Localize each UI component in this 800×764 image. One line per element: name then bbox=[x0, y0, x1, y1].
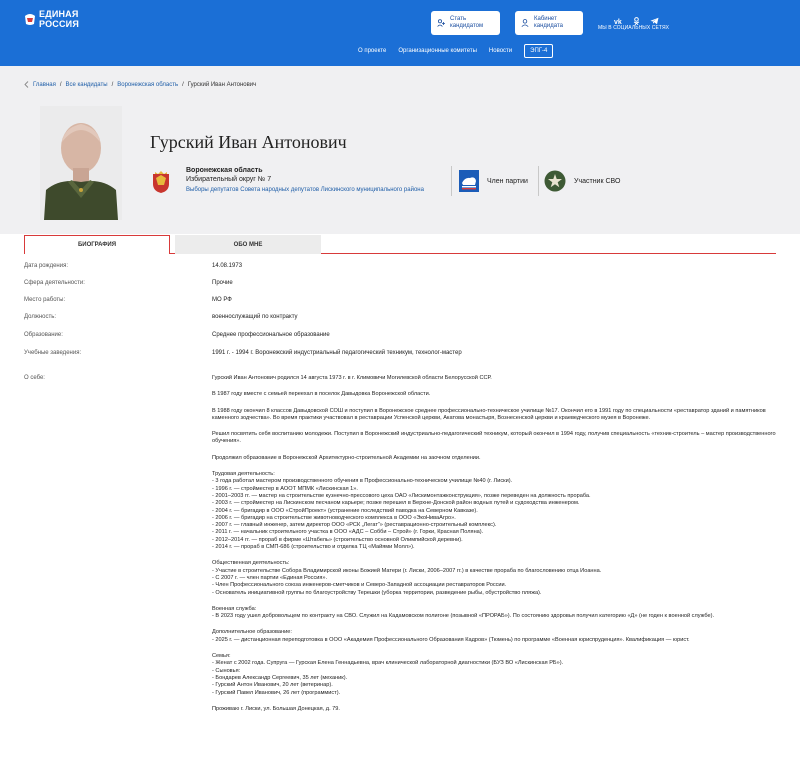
about-paragraph: В 1987 году вместе с семьей переехал в поселок Давыдовка Воронежской области. bbox=[212, 391, 431, 398]
education-section bbox=[212, 629, 778, 644]
become-candidate-label: Стать кандидатом bbox=[450, 16, 484, 29]
candidate-cabinet-label: Кабинет кандидата bbox=[534, 16, 563, 29]
list-item: - 3 года работал мастером производственного обучения в Профессионально-техническом училище №40 (г. Лиски). bbox=[212, 478, 513, 485]
bear-logo-icon bbox=[24, 12, 36, 26]
social-links bbox=[598, 12, 678, 31]
party-member-label: Член партии bbox=[487, 177, 528, 185]
region-info bbox=[186, 167, 424, 193]
about-paragraph: Гурский Иван Антонович родился 14 августа 1973 г. в г. Климовичи Могилевской области Белорусской ССР. bbox=[212, 375, 492, 381]
site-logo[interactable] bbox=[24, 10, 88, 32]
field-value-education: Среднее профессиональное образование bbox=[212, 332, 330, 338]
list-item: - Основатель инициативной группы по благоустройству Терешки (уборка территории, разведение рыбы, обустройство пляжа). bbox=[212, 589, 542, 596]
field-label-workplace: Место работы: bbox=[24, 297, 66, 303]
candidate-cabinet-button[interactable] bbox=[515, 11, 583, 35]
breadcrumb-current: Гурский Иван Антонович bbox=[187, 81, 257, 88]
divider bbox=[538, 166, 539, 196]
election-link[interactable]: Выборы депутатов Совета народных депутатов Лискинского муниципального района bbox=[186, 187, 424, 193]
svo-star-icon bbox=[544, 170, 566, 192]
party-bear-icon bbox=[459, 170, 479, 192]
field-label-institutions: Учебные заведения: bbox=[24, 350, 82, 356]
main-nav bbox=[358, 42, 553, 60]
field-label-birthdate: Дата рождения: bbox=[24, 263, 68, 269]
field-value-workplace: МО РФ bbox=[212, 297, 232, 303]
user-plus-icon bbox=[437, 19, 445, 27]
about-paragraph: Решил посвятить себя воспитанию молодежи. Поступил в Воронежский индустриально-педагогический техникум, который окончил в 1994 году, получив специальность «техник-строитель – мастер производственного обучения». bbox=[212, 431, 776, 445]
breadcrumb: Главная / Все кандидаты / Воронежская область / Гурский Иван Антонович bbox=[24, 81, 256, 88]
breadcrumb-region[interactable]: Воронежская область bbox=[117, 81, 179, 88]
district-number: Избирательный округ № 7 bbox=[186, 176, 272, 183]
tab-biography[interactable]: БИОГРАФИЯ bbox=[24, 235, 170, 254]
svo-participant-label: Участник СВО bbox=[574, 177, 621, 185]
section-title: Трудовая деятельность: bbox=[212, 471, 275, 478]
public-section bbox=[212, 560, 778, 596]
field-value-sphere: Прочие bbox=[212, 280, 233, 286]
breadcrumb-all-candidates[interactable]: Все кандидаты bbox=[65, 81, 108, 88]
vk-icon[interactable] bbox=[614, 12, 623, 25]
profile-tabs bbox=[24, 235, 776, 254]
field-label-position: Должность: bbox=[24, 314, 57, 320]
list-item: - 2025 г. — дистанционная переподготовка в ООО «Академия Профессионального Образования Кадров» (Тюмень) по программе «Военная юриспруденция». Квалификация — юрист. bbox=[212, 636, 690, 643]
candidate-photo bbox=[40, 106, 122, 220]
field-label-education: Образование: bbox=[24, 332, 63, 338]
list-item: - 2001–2003 гг. — мастер на строительстве кузнечно-прессового цеха ОАО «Лискимонтажконструкция», позже переведен на должность прораба. bbox=[212, 492, 591, 499]
telegram-icon[interactable] bbox=[650, 12, 659, 20]
logo-text: ЕДИНАЯ РОССИЯ bbox=[39, 9, 80, 29]
list-item: - Женат с 2002 года. Супруга — Гурская Елена Геннадьевна, врач клинической лабораторной диагностики (БУЗ ВО «Лискинская РБ»). bbox=[212, 660, 564, 667]
list-item: - Бондарев Александр Сергеевич, 35 лет (механик). bbox=[212, 674, 348, 681]
epg-button[interactable]: ЭПГ-4 bbox=[524, 44, 553, 58]
list-item: - В 2023 году ушел добровольцем по контракту на СВО. Служил на Кадамовском полигоне (позывной «ПРОРАБ»). По состоянию здоровья получил категорию «Д» (не годен к военной службе). bbox=[212, 613, 715, 620]
nav-news[interactable]: Новости bbox=[488, 48, 513, 54]
user-icon bbox=[521, 19, 529, 27]
region-name: Воронежская область bbox=[186, 167, 263, 174]
become-candidate-button[interactable] bbox=[431, 11, 500, 35]
breadcrumb-home[interactable]: Главная bbox=[33, 81, 56, 88]
list-item: - 2006 г. — бригадир на строительстве животноводческого комплекса в ООО «ЭкоНиваАгро». bbox=[212, 514, 456, 521]
about-paragraph: Продолжил образование в Воронежской Архитектурно-строительной Академии на заочном отделении. bbox=[212, 454, 481, 461]
field-value-birthdate: 14.08.1973 bbox=[212, 263, 243, 269]
tab-about-me[interactable]: ОБО МНЕ bbox=[175, 235, 321, 254]
list-item: - 1996 г. — стройместер в АООТ МПМК «Лискинская 1». bbox=[212, 485, 358, 492]
svg-text:vk: vk bbox=[614, 19, 622, 25]
field-label-about: О себе: bbox=[24, 375, 45, 381]
list-item: - Член Профессионального союза инженеров-сметчиков и Северо-Западной ассоциации реставраторов России. bbox=[212, 582, 507, 589]
residence-text: Проживаю г. Лиски, ул. Большая Донецкая, д. 79. bbox=[212, 705, 340, 712]
chevron-left-icon[interactable] bbox=[24, 81, 29, 88]
candidate-portrait-icon bbox=[40, 106, 122, 220]
military-section bbox=[212, 606, 778, 621]
list-item: - Гурский Антон Иванович, 20 лет (ветеринар). bbox=[212, 682, 333, 689]
nav-committees[interactable]: Организационные комитеты bbox=[398, 48, 477, 54]
list-item: - Сыновья: bbox=[212, 667, 241, 674]
social-caption: МЫ В СОЦИАЛЬНЫХ СЕТЯХ bbox=[598, 25, 670, 31]
field-label-sphere: Сфера деятельности: bbox=[24, 280, 85, 286]
ok-icon[interactable] bbox=[632, 12, 641, 20]
list-item: - Гурский Павел Иванович, 26 лет (программист). bbox=[212, 689, 341, 696]
region-coat-of-arms-icon bbox=[150, 170, 172, 194]
party-member-badge bbox=[459, 170, 528, 192]
list-item: - Участие в строительстве Собора Владимирской иконы Божией Матери (г. Лиски, 2006–2007 гг.) в качестве прораба по благословению отца Иоанна. bbox=[212, 567, 602, 574]
family-section bbox=[212, 653, 778, 697]
list-item: - 2014 г. — прораб в СМП-686 (строительство и отделка ТЦ «Майями Молл»). bbox=[212, 544, 415, 551]
candidate-name: Гурский Иван Антонович bbox=[150, 132, 347, 152]
candidate-profile bbox=[0, 66, 800, 234]
list-item: - 2003 г. — стройместер на Лискинском песчаном карьере; позже перешел в Верхне-Донской район водных путей и судоходства инженером. bbox=[212, 500, 580, 507]
about-paragraph: В 1988 году окончил 8 классов Давыдовской СОШ и поступил в Воронежское среднее профессионально-техническое училище №17. Окончил его в 1991 году по специальности «реставратор зданий и памятников каменного зодчества». Во время практики участвовал в реставрации Успенской церкви, Акатова монастыря, Вознесенской церкви и краеведческого музея в Воронеже. bbox=[212, 407, 766, 421]
list-item: - 2011 г. — начальник строительного участка в ООО «АДС – Собби – Строй» (г. Горки, Красная Поляна). bbox=[212, 529, 484, 536]
section-title: Семья: bbox=[212, 653, 231, 660]
site-header bbox=[0, 0, 800, 66]
list-item: - 2012–2014 гг. — прораб в фирме «Штабель» (строительство основной Олимпийской деревни). bbox=[212, 536, 463, 543]
divider bbox=[451, 166, 452, 196]
section-title: Военная служба: bbox=[212, 605, 257, 612]
list-item: - 2007 г. — главный инженер, затем директор ООО «РСК „Легат“» (реставрационно-строительный комплекс). bbox=[212, 522, 497, 529]
work-section bbox=[212, 471, 778, 551]
section-title: Общественная деятельность: bbox=[212, 560, 290, 567]
list-item: - С 2007 г. — член партии «Единая Россия». bbox=[212, 574, 328, 581]
list-item: - 2004 г. — бригадир в ООО «СтройПроект» (устранение последствий паводка на Северном Кавказе). bbox=[212, 507, 478, 514]
section-title: Дополнительное образование: bbox=[212, 629, 292, 636]
svo-participant-badge bbox=[544, 170, 620, 192]
about-text bbox=[212, 375, 778, 722]
nav-about-project[interactable]: О проекте bbox=[358, 48, 387, 54]
field-value-institutions: 1991 г. - 1994 г. Воронежский индустриальный педагогический техникум, технолог-мастер bbox=[212, 350, 462, 356]
field-value-position: военнослужащий по контракту bbox=[212, 314, 298, 320]
